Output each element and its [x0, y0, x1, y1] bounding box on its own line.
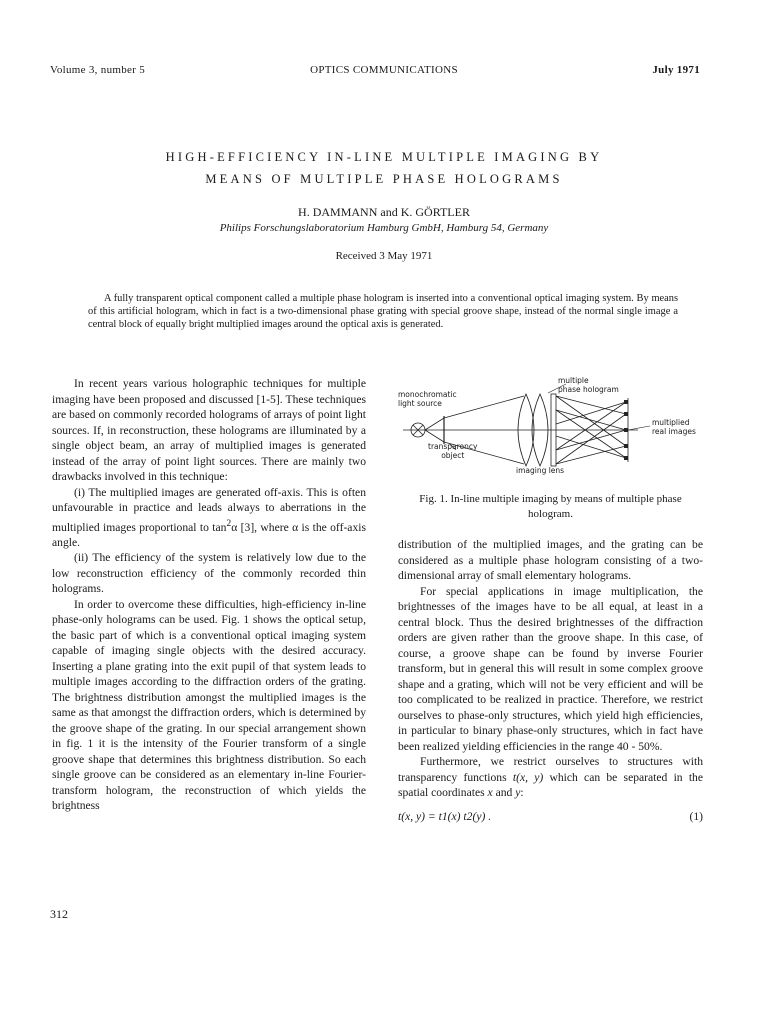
- page-number: 312: [50, 907, 68, 921]
- math-term: y: [515, 786, 521, 799]
- multiplied-image-mark: [624, 400, 628, 404]
- article-title-line-2: MEANS OF MULTIPLE PHASE HOLOGRAMS: [205, 172, 563, 186]
- label-line: multiplied: [652, 418, 690, 427]
- equation-text: t(x, y) = t1(x) t2(y) .: [398, 809, 492, 823]
- text-run: Furthermore, we restrict ourselves to structures with transparency functions: [398, 755, 703, 784]
- paragraph: [398, 754, 703, 801]
- text-run: which can be separated in the spatial coordinates: [398, 770, 703, 799]
- label-line: object: [441, 451, 465, 460]
- text-run: :: [520, 786, 524, 799]
- multiplied-image-mark: [624, 428, 628, 432]
- math-term: t(x, y): [512, 770, 544, 784]
- abstract: [88, 293, 678, 331]
- text-run: (i) The multiplied images are generated off-axis. This is often unfavourable in practice and leads always to aberrations in the multiplied images proportional to tan: [52, 485, 366, 534]
- paragraph: For special applications in image multiplication, the brightnesses of the images have to be all equal, at least in a central block. Thus the desired brightnesses of the diffraction orders are given rather than the groove shape. In this case, of course, a groove shape can be found by inverse Fourier transform, but in general this will result in some complex groove shape and a grating, which will not be very efficient and will be too complicated to be realized in practice. Therefore, we restrict ourselves to phase-only structures, which yield high efficiencies, in particular to binary phase-only structures, which in fact have been realized yielding efficiencies in the range 40 - 50%.: [398, 584, 703, 753]
- issue-date: July 1971: [652, 64, 700, 76]
- leader-line: [628, 426, 650, 430]
- label-transparency-object: [428, 442, 478, 460]
- paragraph: (ii) The efficiency of the system is relatively low due to the low reconstruction efficiency of the commonly recorded thin holograms.: [52, 551, 366, 596]
- figure-1-diagram: [398, 374, 703, 486]
- paragraph: [52, 485, 366, 551]
- text-run: and: [492, 786, 516, 799]
- label-line: real images: [652, 427, 696, 436]
- received-date: Received 3 May 1971: [335, 250, 433, 262]
- math-term: x: [487, 786, 493, 799]
- label-phase-hologram: [558, 376, 619, 394]
- multiplied-image-mark: [624, 444, 628, 448]
- body-column-right: [398, 537, 703, 824]
- article-title-line-1: HIGH-EFFICIENCY IN-LINE MULTIPLE IMAGING BY: [165, 150, 603, 164]
- volume-number: Volume 3, number 5: [50, 64, 146, 76]
- label-light-source: [398, 390, 457, 408]
- paragraph: In order to overcome these difficulties, high-efficiency in-line phase-only holograms can be used. Fig. 1 shows the optical setup, the basic part of which is a conventional optical imaging system capable of imaging single objects with the desired accuracy. Inserting a plane grating into the exit pupil of that system leads to multiple images according to the diffraction orders of the grating. The brightness distribution amongst the multiplied images is the same as that amongst the diffraction orders, which is determined by the groove shape of the grating. In our special arrangement shown in fig. 1 it is the intensity of the Fourier transform of a single groove shape that determines this brightness distribution. So each single groove can be considered as an elementary in-line Fourier-transform hologram, the reconstruction of which yields the brightness: [52, 597, 366, 813]
- ray: [556, 410, 626, 458]
- abstract-text: A fully transparent optical component called a multiple phase hologram is inserted into a conventional optical imaging system. By means of this artificial hologram, which in fact is a two-dimensional phase grating with special groove shape, instead of the normal single image a central block of equally bright multiplied images around the optical axis is generated.: [88, 293, 678, 330]
- label-line: multiple: [558, 376, 589, 385]
- label-imaging-lens: imaging lens: [516, 466, 565, 475]
- equation-1: [398, 809, 703, 825]
- label-line: light source: [398, 399, 442, 408]
- figure-caption: Fig. 1. In-line multiple imaging by means of multiple phase hologram.: [419, 493, 682, 520]
- equation-number: (1): [689, 809, 703, 823]
- authors: H. DAMMANN and K. GÖRTLER: [298, 205, 470, 219]
- label-line: transparency: [428, 442, 478, 451]
- paragraph: In recent years various holographic techniques for multiple imaging have been proposed and discussed [1-5]. These techniques are based on commonly recorded holograms of arrays of point light sources. If, in reconstruction, these holograms are illuminated by a single object beam, an array of multiplied images is generated instead of the array of point light sources. There are mainly two drawbacks involved in this technique:: [52, 377, 366, 483]
- text-run: α [3], where α is the off-axis angle.: [52, 520, 366, 549]
- ray: [556, 402, 626, 450]
- superscript: 2: [226, 517, 232, 529]
- body-column-left: [52, 376, 366, 814]
- multiplied-image-mark: [624, 412, 628, 416]
- paragraph: distribution of the multiplied images, and the grating can be considered as a multiple phase hologram consisting of a two-dimensional array of small elementary holograms.: [398, 538, 703, 582]
- label-line: phase hologram: [558, 385, 619, 394]
- label-line: monochromatic: [398, 390, 457, 399]
- label-real-images: [652, 418, 696, 436]
- affiliation: Philips Forschungslaboratorium Hamburg GmbH, Hamburg 54, Germany: [219, 222, 549, 234]
- journal-name: OPTICS COMMUNICATIONS: [310, 64, 458, 76]
- multiplied-image-mark: [624, 456, 628, 460]
